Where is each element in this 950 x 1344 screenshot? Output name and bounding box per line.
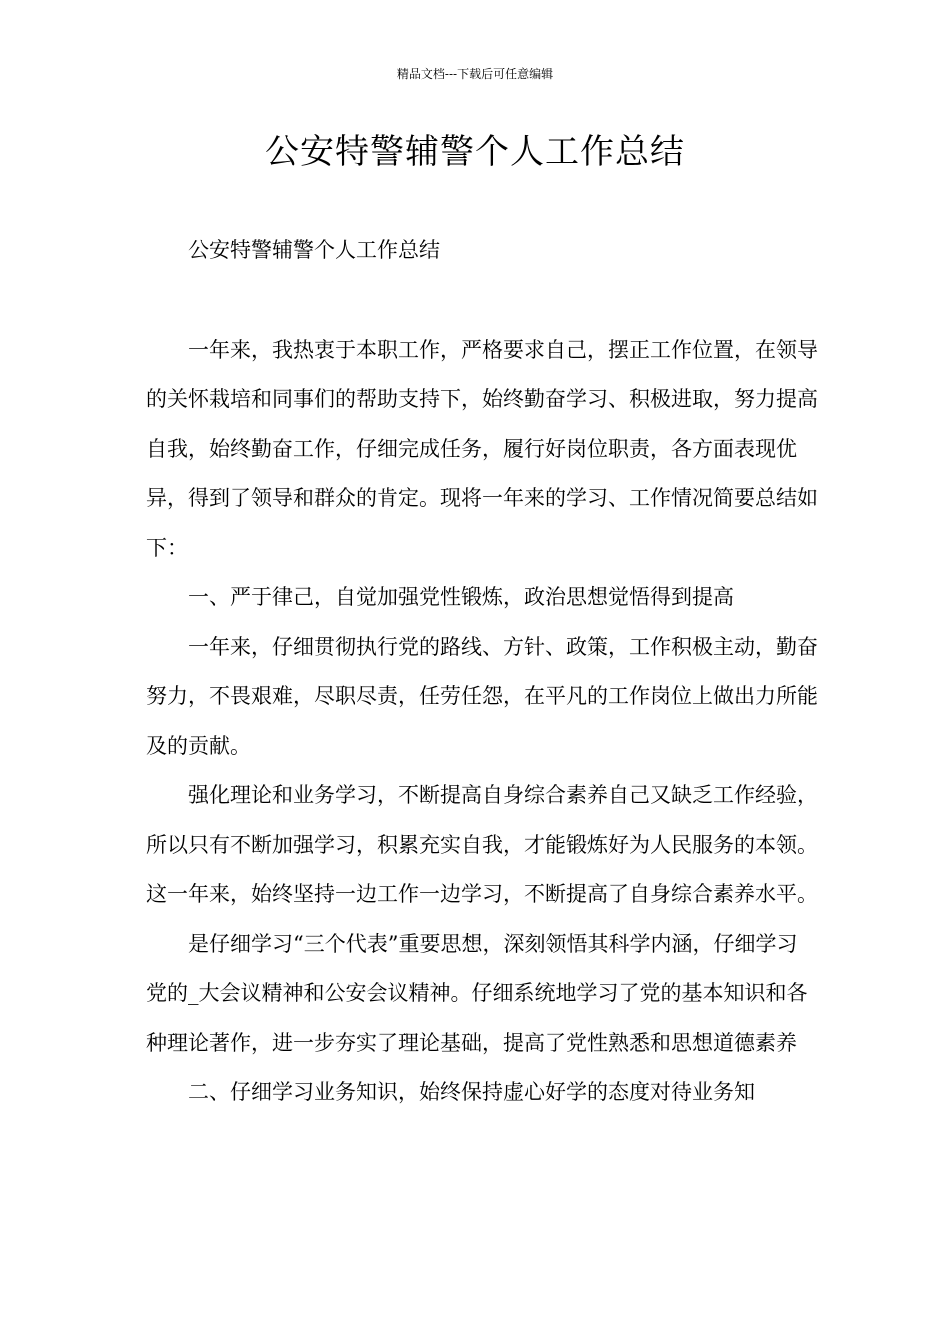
- section-heading-1: 一、严于律己，自觉加强党性锻炼，政治思想觉悟得到提高: [188, 585, 734, 609]
- subtitle-paragraph: 公安特警辅警个人工作总结: [188, 238, 440, 262]
- document-body: [146, 226, 818, 1118]
- document-title: 公安特警辅警个人工作总结: [265, 132, 685, 172]
- body-paragraph: 是仔细学习“三个代表”重要思想，深刻领悟其科学内涵，仔细学习党的_大会议精神和公安会议精神。仔细系统地学习了党的基本知识和各种理论著作，进一步夯实了理论基础，提高了党性熟悉和思想道德素养: [146, 931, 808, 1055]
- intro-paragraph: 一年来，我热衷于本职工作，严格要求自己，摆正工作位置，在领导的关怀栽培和同事们的帮助支持下，始终勤奋学习、积极进取，努力提高自我，始终勤奋工作，仔细完成任务，履行好岗位职责，各方面表现优异，得到了领导和群众的肯定。现将一年来的学习、工作情况简要总结如下：: [146, 337, 818, 560]
- section-heading-2: 二、仔细学习业务知识，始终保持虚心好学的态度对待业务知: [188, 1080, 755, 1104]
- page-header-note: 精品文档---下载后可任意编辑: [396, 67, 554, 81]
- body-paragraph: 强化理论和业务学习，不断提高自身综合素养自己又缺乏工作经验，所以只有不断加强学习，积累充实自我，才能锻炼好为人民服务的本领。这一年来，始终坚持一边工作一边学习，不断提高了自身综合素养水平。: [146, 783, 818, 906]
- body-paragraph: 一年来，仔细贯彻执行党的路线、方针、政策，工作积极主动，勤奋努力，不畏艰难，尽职尽责，任劳任怨，在平凡的工作岗位上做出力所能及的贡献。: [146, 634, 818, 758]
